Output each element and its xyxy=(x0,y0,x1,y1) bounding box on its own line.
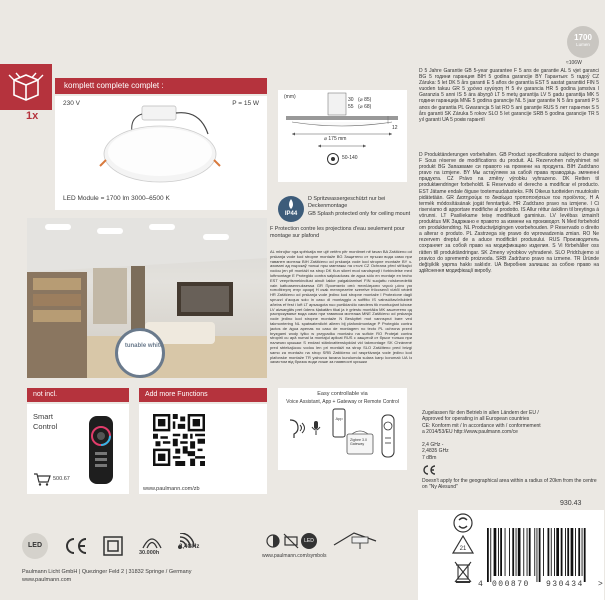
tunable-white-label: tunable white xyxy=(124,343,164,349)
led-module-label: LED Module = 1700 lm 3000–6500 K xyxy=(63,195,170,202)
box-icon-tile xyxy=(0,64,52,110)
symbols-url-link[interactable]: www.paulmann.com/symbols xyxy=(262,553,327,559)
recessed-mount-icon xyxy=(330,527,380,553)
microphone-icon xyxy=(311,420,321,436)
language-ip-block: AL mbrojtur nga spërkatja me ujë vetëm për montimet në tavan BA Zaštićeno od prskanja vode kod stropne montaže BG Защитено от пръски вода само при таванен монтаж BIH Zaštićeno od prskanja vode kod stropne montaže BY з-аховані ад пырскаў толькі пры мантажы на столі CZ Ochrana před stříkající vodou jen při montáži na strop DK Kun sikret mod vandsprøjt i forbindelse med loftmontage E Protegido contra salpicaduras de agua sólo en montaje en techo EST veepritsmekindlust ainult lakke paigaldamisel FIN suojattu roiskevedeltä vain kattoasennuksessa GR Προστασία από πιτσιλίσματα νερού μόνο για τοποθέτηση στην οροφή H csak mennyezetre szerelve fröccsenő víztől védett HR Zaštićeno od prskanja vode jedino kod stropne montaže I Protezione dagli spruzzi d'acqua solo in caso di montaggio a soffitto IS vatnsúðavörðublett aðeins ef fest í loft LT apsaugota nuo purškiančio vandens tik montuojant lubose LV aizsargāts pret ūdens šļakatām tikai ja ir griestu montāža MK заштитено од распрскување вода само при таванска монтажа MNE Zaštićeno od prskanja vode jedino kod stropne montaže N Beskyttet mot vannsprut bare ved takmontering NL spatwaterdicht alleen bij plafondmontage P Protegido contra jactos de água apenas no caso de montagem no tecto PL ochrona przed bryzgami wody tylko w przypadku montażu na suficie RO Protejat contra stropirii cu apă numai la montajul aplicat RUS с защитой от брызг только при наличии крышки S endast stänkvattenskyddat vid takmontage SK Chránené pred striekajúcou vodou len pri montáži na strop SLO Zaščiteno pred brizgi samo za montažo na strop SRB Zaštićeno od raspršivanja vode jedino kod plafonske montaže TR yalnızca tavana kurulumda sulara karşı korumalı UA Із захистом від бризок води лише за наявності кришки xyxy=(270,250,412,365)
cutout-label: 50-140 xyxy=(342,155,358,161)
led-icon xyxy=(22,533,48,559)
complete-banner-title: komplett complete complet : xyxy=(64,81,164,90)
ny-alesund-note: Doesn't apply for the geographical area within a radius of 20km from the centre on "Ny Alesund" xyxy=(422,478,597,491)
dia-85-label: (⌀ 85) xyxy=(358,97,372,103)
company-website[interactable]: www.paulmann.com xyxy=(22,577,72,583)
height-55-label: 55 xyxy=(348,104,354,110)
frequency-line-2: 2,4835 GHz xyxy=(422,448,449,455)
app-label: App xyxy=(335,416,343,421)
barcode-end-mark: > xyxy=(598,580,603,589)
ip-rating: IP44 xyxy=(284,211,298,217)
recycle-triangle-icon xyxy=(451,534,475,556)
led-small-icon: LED xyxy=(301,533,317,549)
lifetime-hours-icon xyxy=(141,532,163,550)
frequency-label: 2,4GHz xyxy=(179,544,200,550)
product-changes-block: D Produktänderungen vorbehalten. GB Product specifications subject to change F Sous réserve de modifications du produit. AL Rezervohen ndryshimet në produkt BG Запазваме си правото на промени на продукта. BIH Zadržano pravo na izmjene. BY Мы астаўляем за сабой права праводзіць змяненні прадукта. CZ Právo na změny výrobku vyhrazeno. DK Retten til produktændringer forbeholdt. E Reservado el derecho a modificar el producto. EST Jätame endale õiguse tootemuudatusteks. FIN Oikeus tuotteiden muutoksiin pidätetään. GR Διατηρούμε το δικαίωμα τροποποιήσεων του προϊόντος. H A termék módosításának jogát fenntartjuk. HR Zadržano pravo na izmjene. I Ci riserviamo di apportare modifiche al prodotto. IS Allur réttur áskilinn til breytinga á vörunni. LT Pasiliekame teisę modifikuoti gaminius. LV Ievēbas izmainīt produktus MK Задржано е правото за измени на производот. N Med forbehold om produktendring. NL Productwijzigingen voorbehouden. P Reservado o direito a alterar o produto. PL Zastrzega się prawo do wprowadzenia zmian. RO Ne rezervem dreptul de a aduce modificări produsului. RUS Производитель сохраняет за собой право на модификацию изделия. S Vi förbehåller oss rätten till produktändringar. SK Zmeny výrobkov vyhradené. SLO Pridržujemo si pravico do sprememb proizvoda. SRB Zadržano pravo na izmene. TR Üründe değişiklik yapma hakkı saklıdır. UA Виробник залишає за собою право на здійснення модифікації виробу. xyxy=(419,152,599,274)
unit-label: (mm) xyxy=(284,94,296,100)
company-address: Paulmann Licht GmbH | Quezinger Feld 2 | 31832 Springe / Germany xyxy=(22,569,192,575)
lifetime-hours-label: 30.000h xyxy=(139,550,160,556)
protection-class-icon xyxy=(102,535,124,557)
product-card xyxy=(55,96,267,210)
green-dot-icon xyxy=(452,512,474,534)
weee-bin-icon xyxy=(453,560,473,584)
ean-barcode xyxy=(486,528,598,584)
ip-line-f: F Protection contre les projections d'eau seulement pour montage sur plafond xyxy=(270,226,405,239)
article-number: 930.43 xyxy=(560,500,582,507)
easy-control-title: Easy controllable via xyxy=(317,391,368,397)
room-scene-image xyxy=(27,218,267,378)
item-number: 500.67 xyxy=(53,476,70,482)
cutout-icon xyxy=(326,152,340,166)
barcode-left-digits: 000870 xyxy=(492,580,530,589)
no-dimmer-icon xyxy=(283,533,299,549)
easy-control-card xyxy=(278,388,407,470)
warranty-block: D 5 Jahre Garantie GB 5-year guarantee F 5 ans de garantie AL 5 vjet garanci BG 5 години гаранция BIH 5 godina garancije BY Гарантыя: 5 гадоў CZ Záruka: 5 let DK 5 års garanti E 5 años de garantía EST 5 aastat garantiid FIN 5 vuoden takuu GR 5 χρόνια εγγύηση H 5 év garancia HR 5 godina jamstva I Garanzia 5 anni IS 5 ára ábyrgð LT 5 metų garantija LV 5 gadu garantija MK 5 години гаранција MNE 5 godina garancije NL 5 jaar garantie N 5 års garanti P 5 anos de garantia PL Gwarancja 5 lat RO 5 ani garanţie RUS 5 лет гарантии S 5 års garanti SK Záruka 5 rokov SLO 5 let garancije SRB 5 godina garancije TR 5 yıl garanti UA 5 років гарантії xyxy=(419,68,599,123)
voltage-label: 230 V xyxy=(63,100,80,107)
lumen-badge xyxy=(567,26,599,58)
svg-text:21: 21 xyxy=(459,546,467,552)
gateway-label: Zigbee 3.0 Gateway xyxy=(350,438,367,447)
compliance-block xyxy=(422,410,600,436)
smartphone-app-icon xyxy=(332,408,346,438)
compliance-line-4[interactable]: a 2014/53/EU http://www.paulmann.com/ce xyxy=(422,429,518,436)
remote-control-image xyxy=(83,414,119,486)
remote-control-icon xyxy=(380,414,396,458)
depth-12-label: 12 xyxy=(392,125,398,131)
power-label: P = 15 W xyxy=(232,100,259,107)
add-functions-title: Add more Functions xyxy=(145,391,208,398)
shopping-cart-icon xyxy=(33,472,51,486)
led-icon-label: LED xyxy=(28,542,42,549)
compliance-line-3: CE: Konform mit / In accordance with / conformement xyxy=(422,422,541,429)
lumen-unit: Lumen xyxy=(576,42,590,47)
lumen-equivalent: ≈106W xyxy=(566,60,582,66)
water-drop-icon xyxy=(278,197,304,211)
package-icon xyxy=(0,64,52,110)
ip-line-gb: GB Splash protected only for ceiling mount xyxy=(308,211,411,218)
barcode-lead-digit: 4 xyxy=(478,580,483,589)
barcode-right-digits: 930434 xyxy=(546,580,584,589)
easy-control-subtitle: Voice Assistant, App + Gateway or Remote Control xyxy=(286,399,399,405)
voice-assistant-icon xyxy=(284,416,308,440)
diameter-label: ⌀ 175 mm xyxy=(324,136,347,142)
dia-68-label: (⌀ 68) xyxy=(358,104,372,110)
tunable-white-badge xyxy=(115,328,165,378)
dimmable-icon xyxy=(265,533,281,549)
qr-code[interactable] xyxy=(153,414,205,466)
frequency-block xyxy=(422,442,449,461)
ip-text-block xyxy=(308,196,412,218)
compliance-line-1: Zugelassen für den Betrieb in allen Ländern der EU / xyxy=(422,410,539,416)
quantity-label: 1x xyxy=(26,110,39,122)
not-incl-title: not incl. xyxy=(33,391,58,398)
transmit-power: 7 dBm xyxy=(422,454,437,461)
not-incl-card xyxy=(27,404,129,494)
height-30-label: 30 xyxy=(348,97,354,103)
zb-url-link[interactable]: www.paulmann.com/zb xyxy=(143,486,200,492)
ip-line-d: D Spritzwassergeschützt nur bei Deckenmontage xyxy=(308,196,386,209)
ip44-badge xyxy=(278,196,304,222)
smart-control-name: Smart Control xyxy=(33,412,58,431)
frequency-line-1: 2,4 GHz - xyxy=(422,442,444,448)
lumen-value: 1700 xyxy=(574,33,592,42)
compliance-line-2: Approved for operating in all European countries xyxy=(422,416,530,423)
add-functions-card xyxy=(139,404,267,494)
ce-mark-icon xyxy=(422,465,436,475)
dimension-diagram xyxy=(278,90,407,182)
ce-mark-footer-icon xyxy=(64,537,88,555)
downlight-product-image xyxy=(90,104,230,190)
